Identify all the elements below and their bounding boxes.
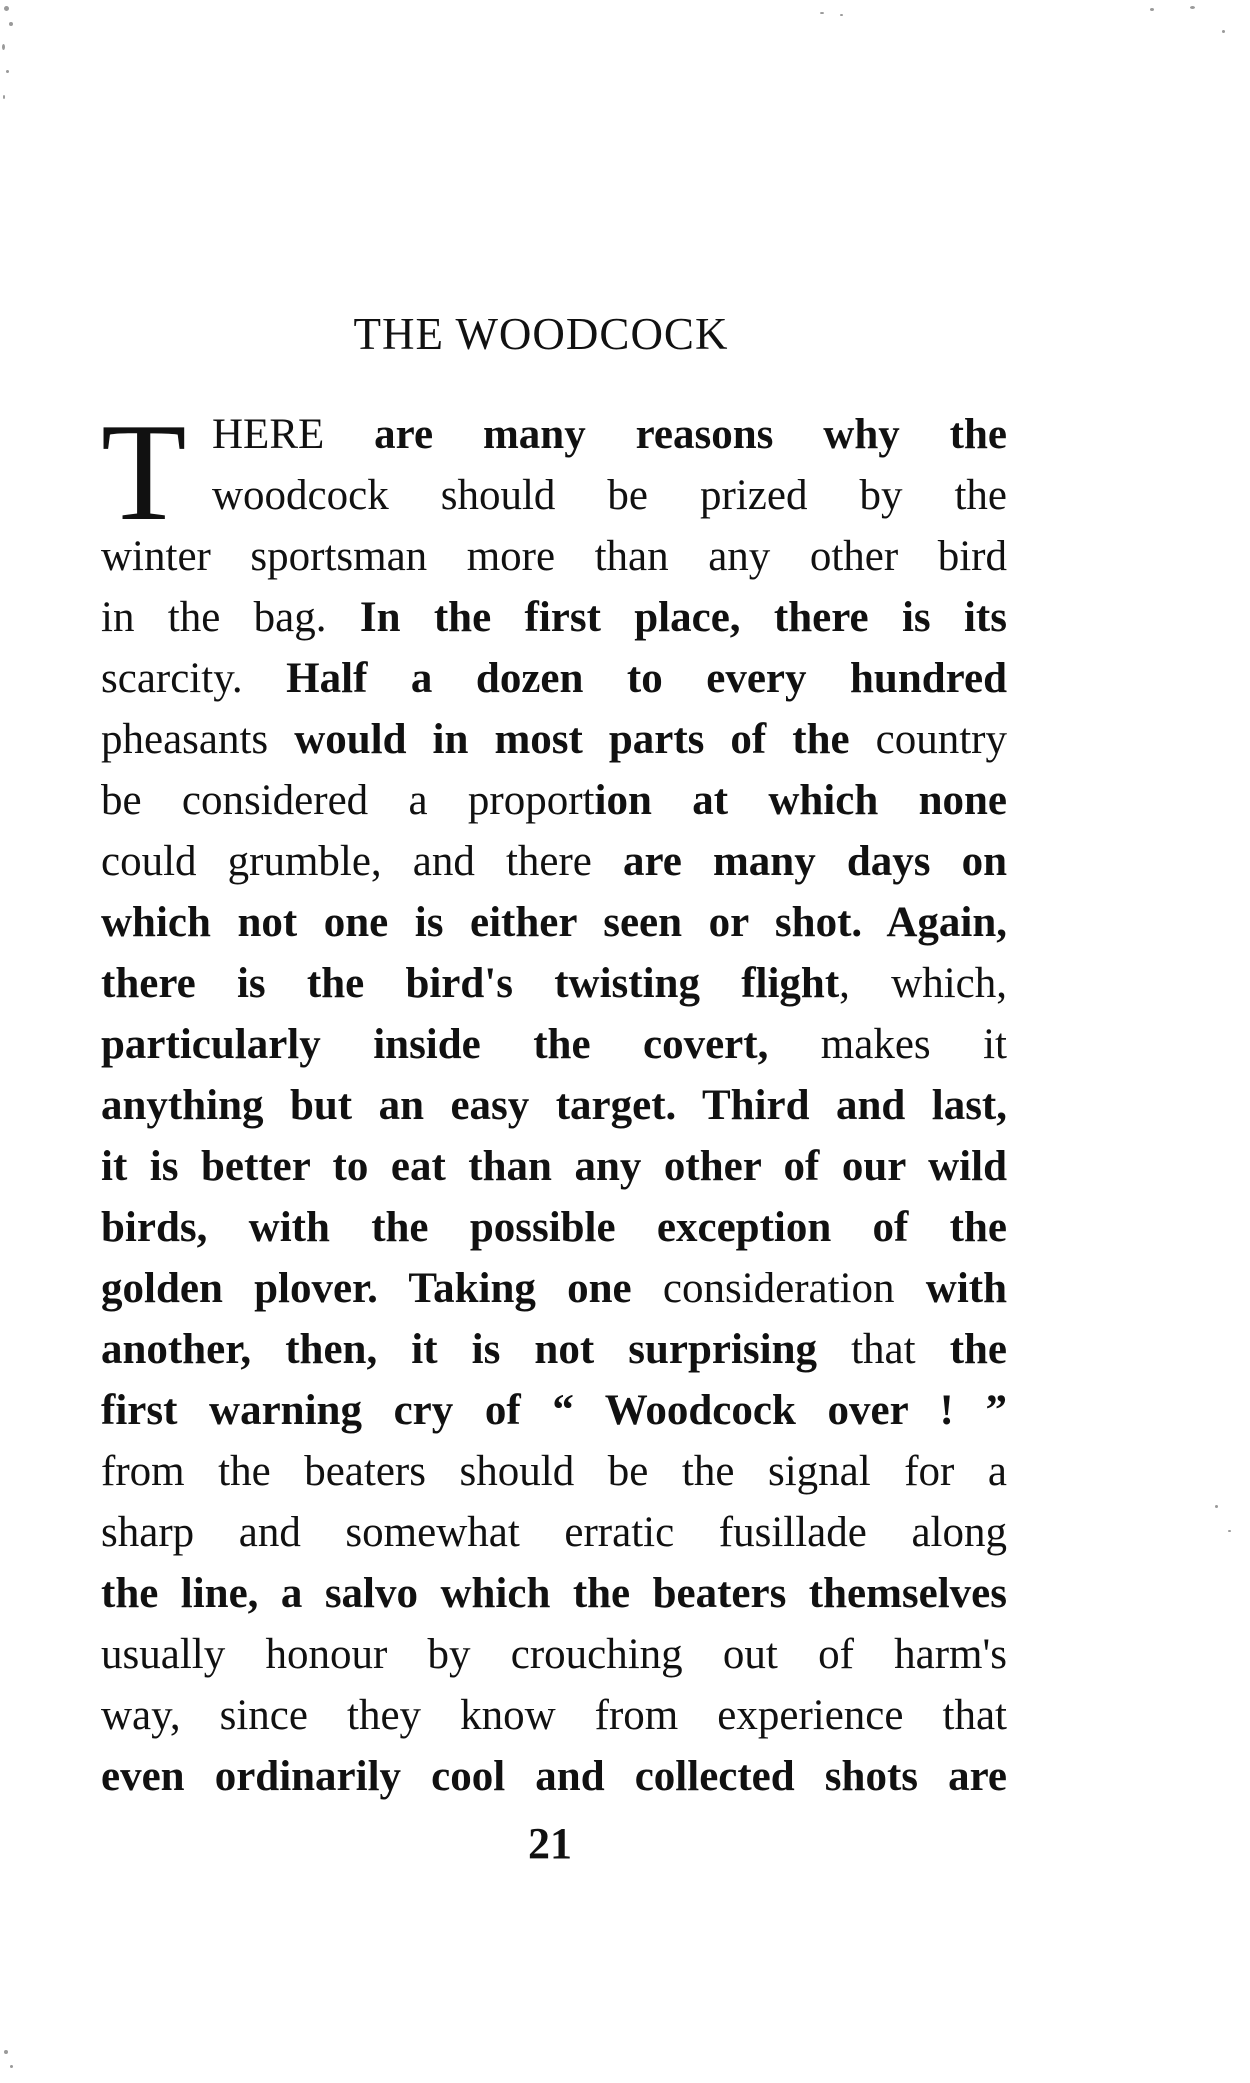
bold-run: even ordinarily cool and collected shots are (101, 1753, 1007, 1800)
bold-run: the (949, 1326, 1008, 1373)
drop-cap: T (101, 395, 187, 550)
text-line (101, 1258, 1007, 1319)
bold-run: Half a dozen to every hundred (286, 655, 1007, 702)
running-head: THE WOODCOCK (353, 309, 729, 359)
scan-speck (820, 12, 824, 14)
text-line (101, 1502, 1007, 1563)
text-line (101, 587, 1007, 648)
text-line (101, 953, 1007, 1014)
text-line (101, 526, 1007, 587)
bold-run: birds, with the possible exception of the (101, 1204, 1007, 1251)
text-run: country (849, 716, 1007, 763)
text-line (101, 1441, 1007, 1502)
text-run: that (817, 1326, 950, 1373)
text-run: usually honour by crouching out of harm's (101, 1631, 1007, 1678)
scan-speck (2, 44, 5, 50)
text-line (212, 465, 1007, 526)
bold-run: another, then, it is not surprising (101, 1326, 818, 1373)
text-run: in the bag. (101, 594, 360, 641)
bold-run: there is the bird's twisting flight (101, 960, 840, 1007)
scan-speck (10, 2065, 13, 2068)
scan-speck (3, 95, 5, 99)
bold-run: would in most parts of the (294, 716, 850, 763)
bold-run: the line, a salvo which the beaters themselves (101, 1570, 1007, 1617)
bold-run: which not one is either seen or shot. Again, (101, 899, 1007, 946)
text-run: pheasants (101, 716, 295, 763)
bold-run: golden plover. Taking one (101, 1265, 632, 1312)
text-line (101, 1319, 1007, 1380)
text-run: sharp and somewhat erratic fusillade along (101, 1509, 1007, 1556)
text-line (101, 1746, 1007, 1807)
scan-speck (6, 70, 9, 73)
scan-speck (1190, 6, 1195, 9)
bold-run: anything but an easy target. Third and last, (101, 1082, 1007, 1129)
text-line (101, 709, 1007, 770)
scan-speck (4, 6, 9, 11)
bold-run: with (925, 1265, 1007, 1312)
text-run: makes it (768, 1021, 1007, 1068)
scan-speck (1215, 1505, 1218, 1508)
bold-run: particularly inside the covert, (101, 1021, 769, 1068)
page-number: 21 (528, 1819, 572, 1868)
body-text (101, 395, 1008, 1824)
text-run: scarcity. (101, 655, 287, 702)
text-run: be considered a proport (101, 777, 595, 824)
text-run: could grumble, and there (101, 838, 623, 885)
text-run: woodcock should be prized by the (212, 472, 1007, 519)
bold-run: first warning cry of “ Woodcock over ! ” (101, 1387, 1007, 1434)
text-line (101, 648, 1007, 709)
text-line (101, 1014, 1007, 1075)
text-line (101, 1136, 1007, 1197)
text-line (101, 831, 1007, 892)
scan-speck (840, 14, 843, 16)
text-run: HERE (212, 411, 375, 458)
text-run: winter sportsman more than any other bird (101, 533, 1007, 580)
text-line (101, 1197, 1007, 1258)
scan-speck (1228, 1530, 1231, 1532)
text-run: way, since they know from experience that (101, 1692, 1007, 1739)
text-line (101, 1380, 1007, 1441)
bold-run: In the first place, there is its (359, 594, 1007, 641)
text-line (101, 1624, 1007, 1685)
bold-run: ion at which none (594, 777, 1007, 824)
scan-speck (1222, 30, 1225, 33)
text-line (101, 770, 1007, 831)
text-line (212, 404, 1007, 465)
text-run: from the beaters should be the signal for a (101, 1448, 1007, 1495)
scan-speck (9, 22, 13, 26)
text-run: consideration (631, 1265, 926, 1312)
bold-run: it is better to eat than any other of our wild (101, 1143, 1007, 1190)
scan-speck (1150, 8, 1154, 11)
text-run: , which, (839, 960, 1008, 1007)
scan-speck (4, 2050, 8, 2054)
bold-run: are many days on (623, 838, 1007, 885)
text-line (101, 892, 1007, 953)
text-line (101, 1563, 1007, 1624)
text-line (101, 1685, 1007, 1746)
bold-run: are many reasons why the (374, 411, 1007, 458)
text-line (101, 1075, 1007, 1136)
